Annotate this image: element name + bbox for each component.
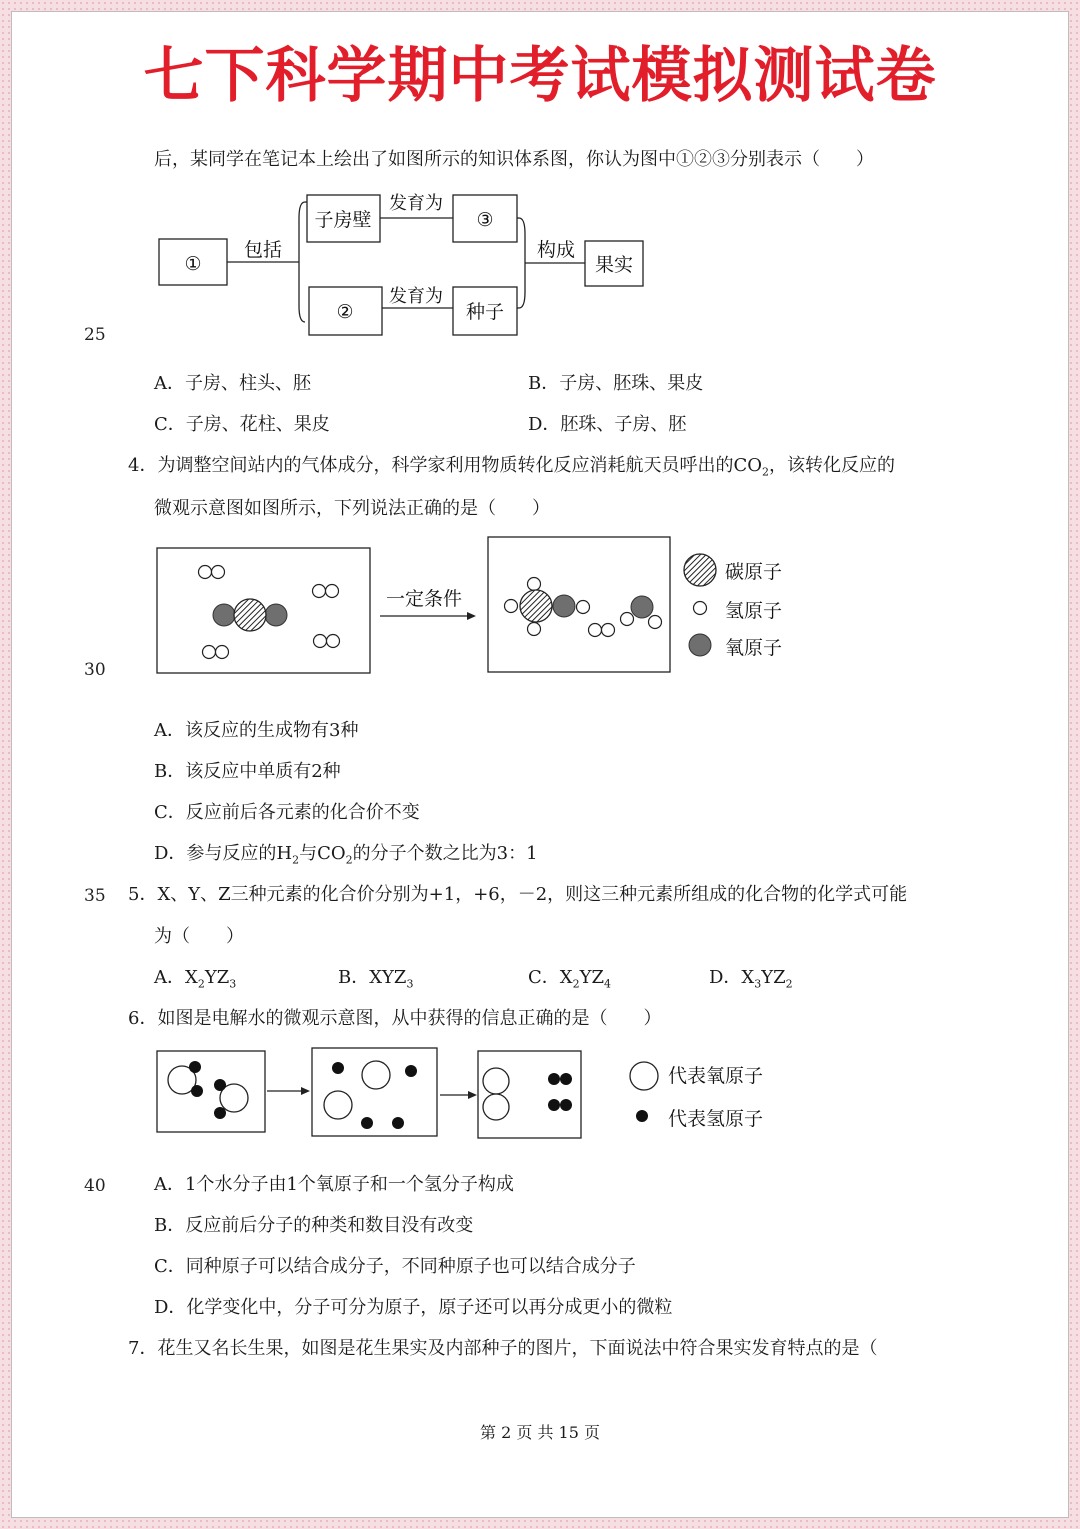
q4-option-c: C．反应前后各元素的化合价不变 — [154, 802, 420, 823]
line-number: 40 — [84, 1176, 106, 1196]
q4-reaction-diagram — [150, 533, 810, 678]
page-footer: 第 2 页 共 15 页 — [480, 1423, 600, 1442]
q3-option-b: B．子房、胚珠、果皮 — [528, 373, 704, 394]
reaction-condition-label: 一定条件 — [385, 588, 463, 610]
q6-option-c: C．同种原子可以结合成分子，不同种原子也可以结合成分子 — [154, 1256, 636, 1277]
node-3-label: ③ — [476, 209, 494, 231]
compose-label: 构成 — [536, 239, 576, 261]
q5-option-d: D．$X_3YZ_2$ — [709, 967, 793, 991]
legend-oxygen-atom-label: 代表氧原子 — [668, 1065, 764, 1087]
q6-stem: 6．如图是电解水的微观示意图，从中获得的信息正确的是（ ） — [128, 1008, 662, 1029]
q6-option-b: B．反应前后分子的种类和数目没有改变 — [154, 1215, 474, 1236]
node-2-label: ② — [336, 301, 354, 323]
q5-option-a: A．$X_2YZ_3$ — [154, 967, 237, 991]
q6-option-a: A．1个水分子由1个氧原子和一个氢分子构成 — [154, 1174, 514, 1195]
q4-option-a: A．该反应的生成物有3种 — [154, 720, 359, 741]
line-number: 25 — [84, 325, 106, 345]
seed-label: 种子 — [465, 301, 505, 323]
legend-carbon-label: 碳原子 — [725, 561, 783, 583]
line-number: 35 — [84, 886, 106, 906]
line-number: 30 — [84, 660, 106, 680]
q3-knowledge-diagram — [155, 188, 655, 343]
q5-stem-line1: 5．X、Y、Z三种元素的化合价分别为+1，+6，－2，则这三种元素所组成的化合物的化学式可能 — [128, 884, 908, 905]
q3-option-a: A．子房、柱头、胚 — [154, 373, 311, 394]
ovary-wall-label: 子房壁 — [314, 209, 372, 231]
q3-stem: 后，某同学在笔记本上绘出了如图所示的知识体系图，你认为图中①②③分别表示（ ） — [154, 149, 874, 170]
node-1-label: ① — [184, 253, 202, 275]
develop-top-label: 发育为 — [389, 193, 443, 214]
q5-option-b: B．$XYZ_3$ — [338, 967, 414, 991]
legend-hydrogen-atom-label: 代表氢原子 — [668, 1108, 764, 1130]
q4-stem-line2: 微观示意图如图所示，下列说法正确的是（ ） — [154, 498, 550, 519]
q5-stem-line2: 为（ ） — [154, 926, 244, 947]
q4-option-b: B．该反应中单质有2种 — [154, 761, 341, 782]
q6-electrolysis-diagram — [150, 1043, 790, 1143]
q7-stem: 7．花生又名长生果，如图是花生果实及内部种子的图片，下面说法中符合果实发育特点的是（ — [128, 1338, 878, 1359]
legend-oxygen-label: 氧原子 — [725, 637, 783, 659]
fruit-label: 果实 — [594, 254, 634, 276]
q5-option-c: C．$X_2YZ_4$ — [528, 967, 611, 991]
page-title: 七下科学期中考试模拟测试卷 — [143, 41, 937, 111]
q3-option-d: D．胚珠、子房、胚 — [528, 414, 687, 435]
legend-hydrogen-label: 氢原子 — [725, 600, 783, 622]
q4-stem-line1: 4．为调整空间站内的气体成分，科学家利用物质转化反应消耗航天员呼出的$CO_2$，该转化反应的 — [128, 455, 895, 479]
develop-bottom-label: 发育为 — [389, 286, 443, 307]
q4-option-d: D．参与反应的$H_2$与$CO_2$的分子个数之比为3：1 — [154, 843, 538, 867]
q3-option-c: C．子房、花柱、果皮 — [154, 414, 330, 435]
q6-option-d: D．化学变化中，分子可分为原子，原子还可以再分成更小的微粒 — [154, 1297, 673, 1318]
include-label: 包括 — [243, 239, 283, 261]
